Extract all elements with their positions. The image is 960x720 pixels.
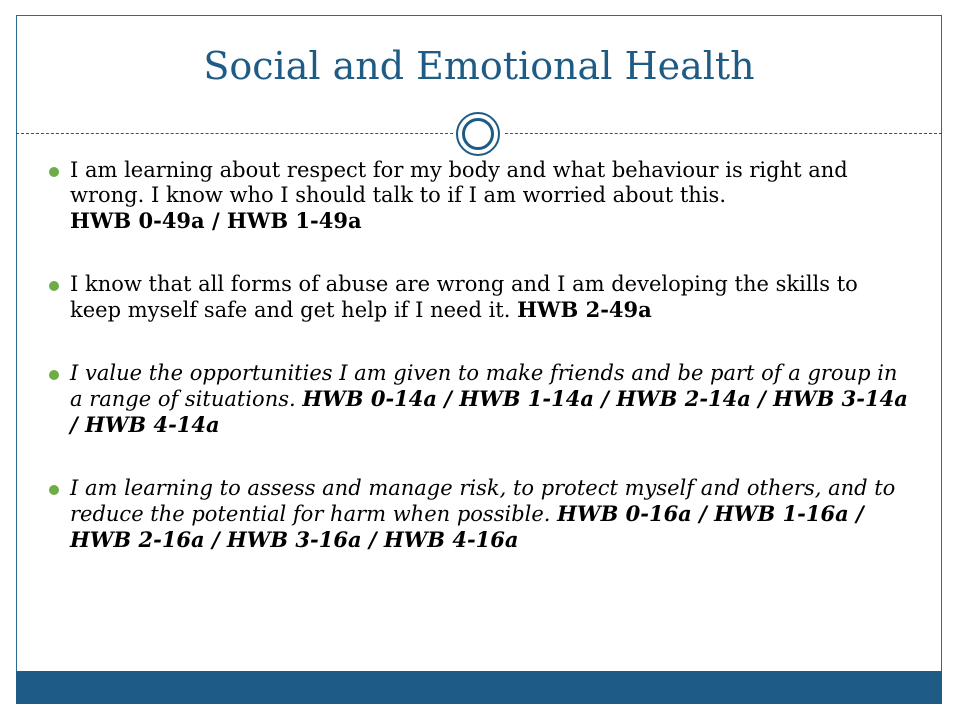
bullet-dot-icon [49,485,59,495]
bullet-text: I know that all forms of abuse are wrong and I am developing the skills to keep myself safe and get help if I need it. [70,272,858,322]
circle-ornament-inner-ring [462,118,494,150]
bullet-item-abuse [44,272,914,323]
bullet-code: HWB 0-49a / HWB 1-49a [70,208,362,233]
bullet-item-risk [44,476,914,553]
bullet-code: HWB 2-49a [517,297,652,322]
bullet-item-respect [44,158,914,234]
slide-title: Social and Emotional Health [203,44,755,88]
bullet-list [44,158,914,591]
bullet-item-friends [44,361,914,438]
bullet-text: I value the opportunities I am given to make friends and be part of a group in a range of situations. [70,361,898,411]
bullet-text: I am learning to assess and manage risk, to protect myself and others, and to reduce the potential for harm when possible. [70,476,896,526]
bullet-dot-icon [49,281,59,291]
bullet-code: HWB 0-16a / HWB 1-16a / HWB 2-16a / HWB 3-16a / HWB 4-16a [70,501,864,552]
bullet-text: I am learning about respect for my body and what behaviour is right and wrong. I know who I should talk to if I am worried about this. [70,158,848,207]
bullet-dot-icon [49,370,59,380]
bullet-dot-icon [49,167,59,177]
bullet-code: HWB 0-14a / HWB 1-14a / HWB 2-14a / HWB 3-14a / HWB 4-14a [70,386,908,437]
footer-bar [16,671,942,704]
